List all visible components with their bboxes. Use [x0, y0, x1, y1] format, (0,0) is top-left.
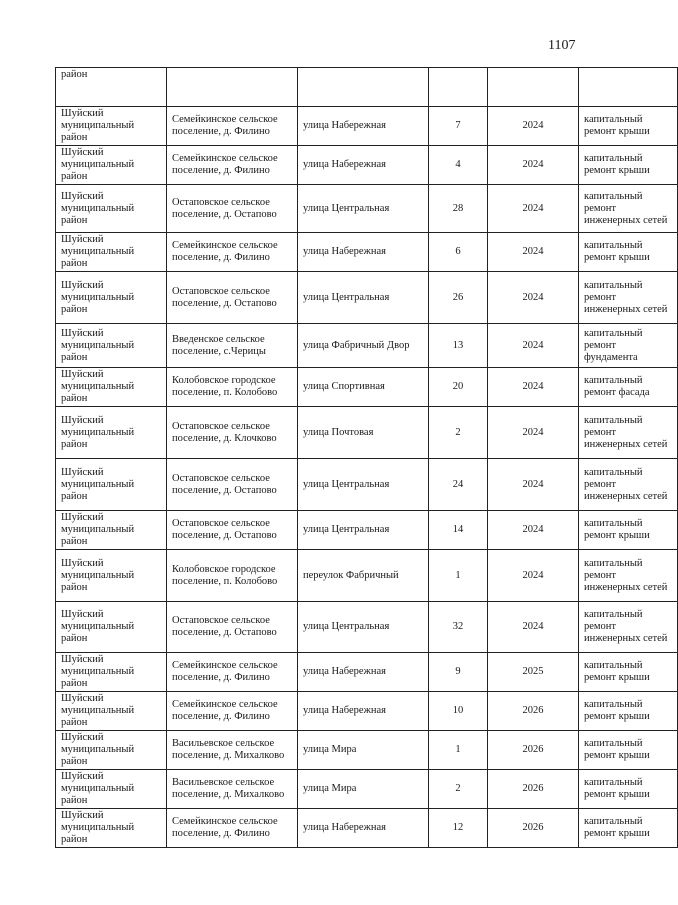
house-number-cell: 9	[429, 653, 488, 692]
house-number-cell: 12	[429, 809, 488, 848]
district-cell: Шуйский муниципальный район	[56, 731, 167, 770]
work-type-cell: капитальный ремонт инженерных сетей	[579, 459, 678, 511]
house-number-cell: 6	[429, 233, 488, 272]
table-row	[56, 692, 678, 731]
street-cell: улица Набережная	[298, 233, 429, 272]
year-cell: 2024	[488, 185, 579, 233]
house-number-cell: 10	[429, 692, 488, 731]
table-row	[56, 185, 678, 233]
year-cell: 2024	[488, 146, 579, 185]
year-cell: 2026	[488, 731, 579, 770]
district-cell: Шуйский муниципальный район	[56, 550, 167, 602]
settlement-cell: Остаповское сельское поселение, д. Клочково	[167, 407, 298, 459]
house-number-cell: 26	[429, 272, 488, 324]
page-number: 1107	[548, 38, 576, 53]
settlement-cell: Семейкинское сельское поселение, д. Филино	[167, 146, 298, 185]
table-row	[56, 550, 678, 602]
work-type-cell: капитальный ремонт инженерных сетей	[579, 602, 678, 653]
house-number-cell: 24	[429, 459, 488, 511]
street-cell: улица Мира	[298, 731, 429, 770]
district-cell: Шуйский муниципальный район	[56, 692, 167, 731]
table-row	[56, 368, 678, 407]
work-type-cell: капитальный ремонт крыши	[579, 233, 678, 272]
house-number-cell	[429, 68, 488, 107]
work-type-cell: капитальный ремонт крыши	[579, 770, 678, 809]
year-cell: 2025	[488, 653, 579, 692]
house-number-cell: 2	[429, 407, 488, 459]
district-cell: Шуйский муниципальный район	[56, 368, 167, 407]
year-cell: 2024	[488, 107, 579, 146]
table-row	[56, 731, 678, 770]
house-number-cell: 20	[429, 368, 488, 407]
street-cell: улица Центральная	[298, 459, 429, 511]
district-cell: Шуйский муниципальный район	[56, 107, 167, 146]
district-cell: Шуйский муниципальный район	[56, 653, 167, 692]
street-cell: улица Набережная	[298, 809, 429, 848]
table-row	[56, 146, 678, 185]
street-cell: улица Мира	[298, 770, 429, 809]
street-cell: улица Почтовая	[298, 407, 429, 459]
house-number-cell: 28	[429, 185, 488, 233]
settlement-cell: Колобовское городское поселение, п. Колобово	[167, 550, 298, 602]
table-body	[56, 68, 678, 848]
work-type-cell: капитальный ремонт крыши	[579, 146, 678, 185]
street-cell: улица Центральная	[298, 511, 429, 550]
table-row	[56, 459, 678, 511]
street-cell: улица Центральная	[298, 272, 429, 324]
table-row-continuation	[56, 68, 678, 107]
work-type-cell: капитальный ремонт инженерных сетей	[579, 550, 678, 602]
year-cell: 2026	[488, 692, 579, 731]
year-cell: 2026	[488, 770, 579, 809]
settlement-cell	[167, 68, 298, 107]
district-cell: Шуйский муниципальный район	[56, 324, 167, 368]
table-row	[56, 809, 678, 848]
district-cell: Шуйский муниципальный район	[56, 407, 167, 459]
year-cell: 2024	[488, 459, 579, 511]
year-cell: 2024	[488, 272, 579, 324]
year-cell: 2024	[488, 324, 579, 368]
table-row	[56, 511, 678, 550]
work-type-cell: капитальный ремонт инженерных сетей	[579, 185, 678, 233]
settlement-cell: Семейкинское сельское поселение, д. Филино	[167, 653, 298, 692]
street-cell: улица Фабричный Двор	[298, 324, 429, 368]
table-row	[56, 407, 678, 459]
work-type-cell: капитальный ремонт крыши	[579, 511, 678, 550]
year-cell	[488, 68, 579, 107]
district-cell: Шуйский муниципальный район	[56, 185, 167, 233]
house-number-cell: 13	[429, 324, 488, 368]
year-cell: 2024	[488, 511, 579, 550]
work-type-cell: капитальный ремонт инженерных сетей	[579, 407, 678, 459]
district-cell: Шуйский муниципальный район	[56, 272, 167, 324]
settlement-cell: Семейкинское сельское поселение, д. Филино	[167, 809, 298, 848]
street-cell: улица Спортивная	[298, 368, 429, 407]
work-type-cell: капитальный ремонт крыши	[579, 731, 678, 770]
work-type-cell: капитальный ремонт инженерных сетей	[579, 272, 678, 324]
settlement-cell: Остаповское сельское поселение, д. Остапово	[167, 511, 298, 550]
work-type-cell: капитальный ремонт крыши	[579, 809, 678, 848]
house-number-cell: 4	[429, 146, 488, 185]
settlement-cell: Семейкинское сельское поселение, д. Филино	[167, 107, 298, 146]
work-type-cell: капитальный ремонт крыши	[579, 692, 678, 731]
street-cell: улица Набережная	[298, 146, 429, 185]
work-type-cell: капитальный ремонт фасада	[579, 368, 678, 407]
settlement-cell: Васильевское сельское поселение, д. Михалково	[167, 731, 298, 770]
district-cell: Шуйский муниципальный район	[56, 459, 167, 511]
settlement-cell: Остаповское сельское поселение, д. Остапово	[167, 272, 298, 324]
housing-repair-table	[55, 67, 678, 848]
street-cell	[298, 68, 429, 107]
house-number-cell: 32	[429, 602, 488, 653]
settlement-cell: Остаповское сельское поселение, д. Остапово	[167, 602, 298, 653]
work-type-cell: капитальный ремонт крыши	[579, 107, 678, 146]
district-cell: район	[56, 68, 167, 107]
year-cell: 2026	[488, 809, 579, 848]
work-type-cell	[579, 68, 678, 107]
house-number-cell: 7	[429, 107, 488, 146]
year-cell: 2024	[488, 233, 579, 272]
table-row	[56, 233, 678, 272]
street-cell: переулок Фабричный	[298, 550, 429, 602]
street-cell: улица Центральная	[298, 602, 429, 653]
settlement-cell: Семейкинское сельское поселение, д. Филино	[167, 692, 298, 731]
street-cell: улица Набережная	[298, 653, 429, 692]
year-cell: 2024	[488, 407, 579, 459]
year-cell: 2024	[488, 550, 579, 602]
street-cell: улица Набережная	[298, 107, 429, 146]
district-cell: Шуйский муниципальный район	[56, 770, 167, 809]
house-number-cell: 14	[429, 511, 488, 550]
district-cell: Шуйский муниципальный район	[56, 602, 167, 653]
settlement-cell: Семейкинское сельское поселение, д. Филино	[167, 233, 298, 272]
district-cell: Шуйский муниципальный район	[56, 809, 167, 848]
year-cell: 2024	[488, 602, 579, 653]
settlement-cell: Введенское сельское поселение, с.Черицы	[167, 324, 298, 368]
house-number-cell: 2	[429, 770, 488, 809]
table-row	[56, 602, 678, 653]
settlement-cell: Остаповское сельское поселение, д. Остапово	[167, 185, 298, 233]
year-cell: 2024	[488, 368, 579, 407]
table-row	[56, 324, 678, 368]
settlement-cell: Остаповское сельское поселение, д. Остапово	[167, 459, 298, 511]
table-row	[56, 770, 678, 809]
house-number-cell: 1	[429, 731, 488, 770]
district-cell: Шуйский муниципальный район	[56, 511, 167, 550]
street-cell: улица Центральная	[298, 185, 429, 233]
settlement-cell: Васильевское сельское поселение, д. Михалково	[167, 770, 298, 809]
district-cell: Шуйский муниципальный район	[56, 233, 167, 272]
street-cell: улица Набережная	[298, 692, 429, 731]
house-number-cell: 1	[429, 550, 488, 602]
table-row	[56, 653, 678, 692]
district-cell: Шуйский муниципальный район	[56, 146, 167, 185]
work-type-cell: капитальный ремонт крыши	[579, 653, 678, 692]
settlement-cell: Колобовское городское поселение, п. Колобово	[167, 368, 298, 407]
table-row	[56, 272, 678, 324]
work-type-cell: капитальный ремонт фундамента	[579, 324, 678, 368]
table-row	[56, 107, 678, 146]
